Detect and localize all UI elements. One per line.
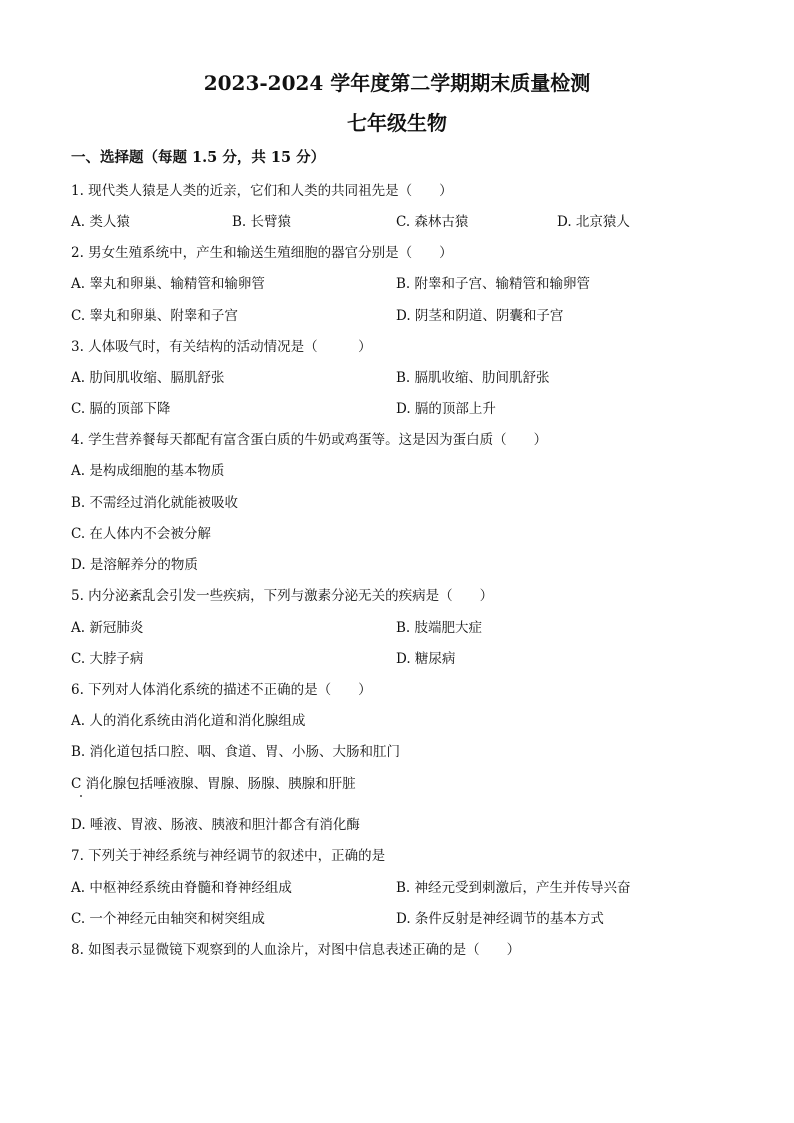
question-2-option-a[interactable]: A. 睾丸和卵巢、输精管和输卵管	[71, 276, 265, 292]
question-3-stem: 3. 人体吸气时，有关结构的活动情况是（ ）	[71, 339, 372, 355]
exam-subtitle: 七年级生物	[347, 111, 447, 135]
question-1-option-c[interactable]: C. 森林古猿	[396, 214, 469, 230]
question-7-option-d[interactable]: D. 条件反射是神经调节的基本方式	[396, 911, 604, 927]
question-2-option-d[interactable]: D. 阴茎和阴道、阴囊和子宫	[396, 308, 564, 324]
question-1-option-b[interactable]: B. 长臂猿	[232, 214, 292, 230]
question-6-stem: 6. 下列对人体消化系统的描述不正确的是（ ）	[71, 682, 372, 698]
question-4-option-c[interactable]: C. 在人体内不会被分解	[71, 526, 211, 542]
question-1-option-a[interactable]: A. 类人猿	[71, 214, 130, 230]
question-8-stem: 8. 如图表示显微镜下观察到的人血涂片，对图中信息表述正确的是（ ）	[71, 942, 521, 958]
question-2-option-b[interactable]: B. 附睾和子宫、输精管和输卵管	[396, 276, 591, 292]
question-2-option-c[interactable]: C. 睾丸和卵巢、附睾和子宫	[71, 308, 238, 324]
question-6-option-b[interactable]: B. 消化道包括口腔、咽、食道、胃、小肠、大肠和肛门	[71, 744, 401, 760]
question-4-stem: 4. 学生营养餐每天都配有富含蛋白质的牛奶或鸡蛋等。这是因为蛋白质（ ）	[71, 432, 548, 448]
question-3-option-a[interactable]: A. 肋间肌收缩、膈肌舒张	[71, 370, 225, 386]
question-5-option-c[interactable]: C. 大脖子病	[71, 651, 144, 667]
question-5-option-b[interactable]: B. 肢端肥大症	[396, 620, 483, 636]
section-heading: 一、选择题（每题 1.5 分，共 15 分）	[71, 149, 326, 166]
question-3-option-c[interactable]: C. 膈的顶部下降	[71, 401, 171, 417]
question-7-option-a[interactable]: A. 中枢神经系统由脊髓和脊神经组成	[71, 880, 292, 896]
exam-title: 2023-2024 学年度第二学期期末质量检测	[203, 71, 591, 95]
stray-dot	[80, 795, 82, 797]
question-6-option-c[interactable]: C 消化腺包括唾液腺、胃腺、肠腺、胰腺和肝脏	[71, 776, 356, 792]
question-7-stem: 7. 下列关于神经系统与神经调节的叙述中，正确的是	[71, 848, 386, 864]
question-5-stem: 5. 内分泌紊乱会引发一些疾病，下列与激素分泌无关的疾病是（ ）	[71, 588, 494, 604]
question-1-stem: 1. 现代类人猿是人类的近亲，它们和人类的共同祖先是（ ）	[71, 183, 453, 199]
question-6-option-a[interactable]: A. 人的消化系统由消化道和消化腺组成	[71, 713, 306, 729]
question-4-option-d[interactable]: D. 是溶解养分的物质	[71, 557, 198, 573]
question-7-option-c[interactable]: C. 一个神经元由轴突和树突组成	[71, 911, 265, 927]
question-2-stem: 2. 男女生殖系统中，产生和输送生殖细胞的器官分别是（ ）	[71, 245, 453, 261]
question-4-option-b[interactable]: B. 不需经过消化就能被吸收	[71, 495, 239, 511]
question-1-option-d[interactable]: D. 北京猿人	[557, 214, 630, 230]
question-5-option-d[interactable]: D. 糖尿病	[396, 651, 456, 667]
question-4-option-a[interactable]: A. 是构成细胞的基本物质	[71, 463, 225, 479]
question-3-option-d[interactable]: D. 膈的顶部上升	[396, 401, 496, 417]
question-5-option-a[interactable]: A. 新冠肺炎	[71, 620, 144, 636]
question-3-option-b[interactable]: B. 膈肌收缩、肋间肌舒张	[396, 370, 550, 386]
question-7-option-b[interactable]: B. 神经元受到刺激后，产生并传导兴奋	[396, 880, 631, 896]
question-6-option-d[interactable]: D. 唾液、胃液、肠液、胰液和胆汁都含有消化酶	[71, 817, 360, 833]
